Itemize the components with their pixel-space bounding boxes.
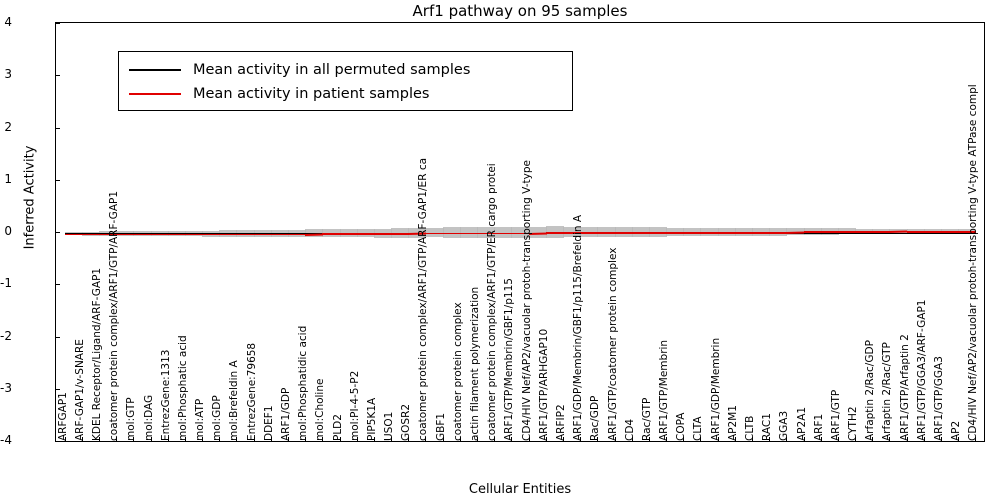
x-tick-label: Rac/GTP: [640, 397, 653, 441]
y-tick-label: -1: [0, 276, 12, 291]
permuted-mean-segment: [872, 233, 890, 234]
x-tick-label: ARF1/GTP/GGA3/ARF-GAP1: [915, 299, 928, 441]
x-tick-label: EntrezGene:79658: [245, 342, 258, 441]
patient-mean-segment: [700, 232, 718, 234]
x-tick-label: ARF1/GDP: [280, 387, 292, 441]
x-tick-label: coatomer protein complex/ARF1/GTP/ER cargo protei: [486, 163, 499, 441]
x-tick-label: ARF1/GDP/Membrin/GBF1/p115/Brefeldin A: [572, 214, 585, 441]
permuted-mean-segment: [889, 233, 907, 234]
permuted-mean-segment: [924, 233, 942, 234]
patient-mean-segment: [374, 233, 392, 235]
x-tick-label: AP2A1: [795, 406, 808, 441]
y-tick-label: 1: [4, 171, 12, 186]
x-tick-label: DDEF1: [262, 405, 275, 441]
patient-mean-segment: [202, 234, 220, 236]
x-tick-label: GOSR2: [400, 403, 413, 441]
legend-label-patient: Mean activity in patient samples: [193, 86, 430, 102]
x-tick-label: COPA: [675, 412, 688, 441]
plot-area: [55, 22, 985, 442]
x-tick-label: PIP5K1A: [365, 397, 378, 441]
y-tick-mark: [56, 337, 60, 338]
patient-mean-segment: [821, 231, 839, 233]
x-tick-label: ARF1/GTP/Membrin: [658, 339, 671, 441]
patient-mean-segment: [168, 234, 186, 236]
x-tick-label: EntrezGene:1313: [159, 349, 172, 441]
x-tick-label: GBF1: [434, 412, 447, 441]
patient-mean-segment: [443, 233, 461, 235]
legend-item-permuted: [129, 58, 562, 82]
patient-mean-segment: [907, 231, 925, 233]
permuted-mean-segment: [941, 233, 959, 234]
patient-mean-segment: [804, 231, 822, 233]
x-tick-label: PLD2: [331, 414, 344, 441]
patient-mean-segment: [236, 234, 254, 236]
chart-legend: [118, 51, 573, 111]
x-tick-label: RAC1: [761, 413, 774, 441]
y-tick-mark: [56, 284, 60, 285]
patient-mean-segment: [838, 231, 856, 233]
y-axis-label: Inferred Activity: [22, 145, 38, 250]
permuted-mean-segment: [838, 233, 856, 234]
x-tick-label: Arfaptin 2/Rac/GTP: [881, 342, 894, 441]
patient-mean-segment: [219, 234, 237, 236]
x-tick-label: CD4: [623, 418, 636, 441]
x-tick-label: mol:ATP: [194, 398, 207, 441]
x-tick-label: mol:Brefeldin A: [228, 360, 241, 441]
x-tick-label: mol:GTP: [125, 397, 138, 441]
x-tick-label: actin filament polymerization: [469, 286, 482, 441]
patient-mean-segment: [185, 234, 203, 236]
patient-mean-segment: [632, 232, 650, 234]
x-tick-label: CD4/HIV Nef/AP2/vacuolar protoh-transporting V-type: [520, 160, 533, 441]
legend-label-permuted: Mean activity in all permuted samples: [193, 62, 471, 78]
y-tick-label: -3: [0, 380, 12, 395]
y-tick-label: 3: [4, 67, 12, 82]
x-tick-label: CD4/HIV Nef/AP2/vacuolar protoh-transporting V-type ATPase compl: [967, 84, 980, 441]
legend-swatch-patient: [129, 93, 181, 95]
y-tick-label: 2: [4, 119, 12, 134]
patient-mean-segment: [683, 232, 701, 234]
permuted-mean-segment: [855, 233, 873, 234]
patient-mean-segment: [460, 233, 478, 235]
y-tick-label: -4: [0, 433, 12, 447]
x-tick-label: mol:Choline: [314, 378, 327, 441]
x-tick-label: ARFIP2: [554, 404, 567, 441]
y-tick-mark: [56, 389, 60, 390]
patient-mean-segment: [769, 232, 787, 234]
y-tick-mark: [56, 441, 60, 442]
x-tick-label: ARF1/GTP: [829, 389, 842, 441]
x-tick-label: KDEL Receptor/Ligand/ARF-GAP1: [90, 267, 103, 441]
x-tick-label: mol:Phosphatidic acid: [297, 325, 310, 441]
x-tick-label: ARF1/GTP/Arfaptin 2: [898, 334, 911, 441]
y-tick-mark: [56, 232, 60, 233]
patient-mean-segment: [735, 232, 753, 234]
patient-mean-segment: [649, 232, 667, 234]
patient-mean-segment: [254, 234, 272, 236]
x-tick-label: Arfaptin 2/Rac/GDP: [864, 340, 877, 441]
patient-mean-segment: [718, 232, 736, 234]
patient-mean-segment: [752, 232, 770, 234]
x-tick-label: ARF1/GDP/Membrin: [709, 337, 722, 441]
x-tick-label: ARF1/GTP/GGA3: [933, 356, 946, 441]
x-tick-label: ARF-GAP1/v-SNARE: [73, 339, 86, 441]
patient-mean-segment: [305, 233, 323, 235]
patient-mean-segment: [615, 232, 633, 234]
patient-mean-segment: [666, 232, 684, 234]
x-tick-label: coatomer protein complex/ARF1/GTP/ARF-GAP1/ER ca: [417, 157, 430, 441]
x-tick-label: CLTB: [744, 415, 756, 441]
x-tick-label: mol:Phosphatic acid: [176, 335, 189, 441]
patient-mean-segment: [133, 234, 151, 236]
patient-mean-segment: [597, 232, 615, 234]
x-tick-label: ARF1: [812, 413, 825, 441]
patient-mean-segment: [151, 234, 169, 236]
x-tick-label: mol:DAG: [142, 394, 155, 441]
x-tick-label: mol:GDP: [211, 395, 224, 441]
patient-mean-segment: [855, 231, 873, 233]
y-tick-label: 0: [4, 224, 12, 238]
patient-mean-segment: [872, 231, 890, 233]
permuted-mean-segment: [907, 233, 925, 234]
x-tick-label: ARFGAP1: [56, 392, 69, 441]
x-tick-label: ARF1/GTP/Membrin/GBF1/p115: [503, 278, 516, 441]
patient-mean-segment: [271, 234, 289, 236]
y-tick-mark: [56, 75, 60, 76]
x-tick-label: GGA3: [778, 410, 791, 441]
x-tick-label: ARF1/GTP/ARHGAP10: [537, 328, 550, 441]
x-tick-label: USO1: [383, 411, 396, 441]
patient-mean-segment: [82, 234, 100, 236]
y-tick-label: -2: [0, 328, 12, 343]
patient-mean-segment: [924, 231, 942, 233]
patient-mean-segment: [391, 233, 409, 235]
x-tick-label: Rac/GDP: [589, 395, 602, 441]
legend-swatch-permuted: [129, 69, 181, 71]
y-tick-mark: [56, 128, 60, 129]
x-tick-label: coatomer protein complex/ARF1/GTP/ARF-GAP1: [108, 190, 121, 441]
y-tick-mark: [56, 180, 60, 181]
patient-mean-segment: [340, 233, 358, 235]
legend-item-patient: [129, 82, 562, 106]
x-tick-label: mol:PI-4-5-P2: [348, 370, 361, 441]
permuted-mean-segment: [804, 233, 822, 234]
patient-mean-segment: [288, 234, 306, 236]
y-tick-label: 4: [4, 15, 12, 29]
permuted-mean-segment: [821, 233, 839, 234]
patient-mean-segment: [941, 231, 959, 233]
x-tick-label: CLTA: [692, 416, 705, 441]
x-tick-label: AP2M1: [726, 405, 739, 441]
patient-mean-segment: [322, 233, 340, 235]
patient-mean-segment: [357, 233, 375, 235]
x-tick-label: ARF1/GTP/coatomer protein complex: [606, 247, 619, 441]
x-tick-label: coatomer protein complex: [451, 302, 464, 441]
patient-mean-segment: [65, 234, 83, 236]
y-tick-mark: [56, 23, 60, 24]
x-tick-label: AP2: [950, 420, 963, 441]
x-axis-label: Cellular Entities: [468, 482, 572, 497]
patient-mean-segment: [546, 232, 564, 234]
chart-title: Arf1 pathway on 95 samples: [412, 2, 628, 20]
x-tick-label: CYTH2: [847, 406, 860, 441]
